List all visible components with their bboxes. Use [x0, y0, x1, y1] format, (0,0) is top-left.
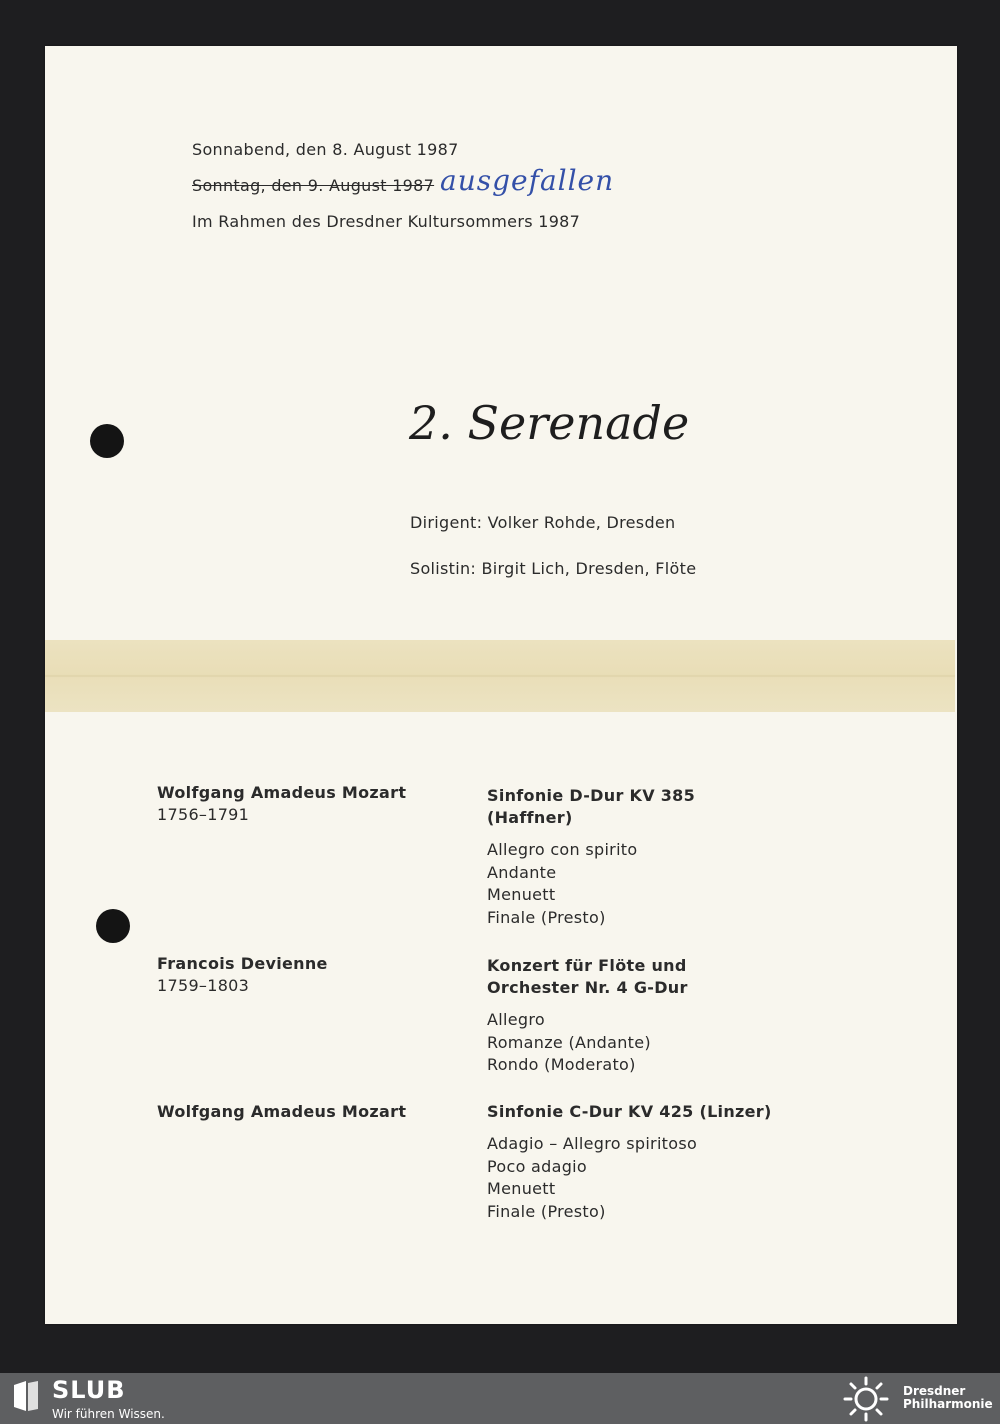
handwritten-cancelled-note: ausgefallen	[440, 164, 615, 197]
movement: Menuett	[487, 885, 556, 904]
movement: Adagio – Allegro spiritoso	[487, 1134, 698, 1153]
movement: Finale (Presto)	[487, 908, 606, 927]
adhesive-tape-strip	[45, 640, 955, 712]
footer-bar	[0, 1373, 1000, 1424]
date-line-saturday: Sonnabend, den 8. August 1987	[192, 140, 459, 159]
work-title: Sinfonie D-Dur KV 385	[487, 786, 696, 805]
slub-book-icon	[12, 1379, 40, 1413]
work-subtitle: Orchester Nr. 4 G-Dur	[487, 978, 688, 997]
movement: Rondo (Moderato)	[487, 1055, 636, 1074]
movement: Finale (Presto)	[487, 1202, 606, 1221]
movement: Romanze (Andante)	[487, 1033, 651, 1052]
composer-dates: 1756–1791	[157, 805, 250, 824]
movement: Andante	[487, 863, 557, 882]
work-title: Sinfonie C-Dur KV 425 (Linzer)	[487, 1102, 772, 1121]
festival-line: Im Rahmen des Dresdner Kultursommers 1987	[192, 212, 581, 231]
concert-title: 2. Serenade	[409, 396, 690, 450]
slub-logo-text[interactable]: SLUB	[52, 1376, 126, 1404]
date-line-sunday-struck: Sonntag, den 9. August 1987	[192, 176, 435, 195]
program-sheet	[45, 46, 957, 1324]
punch-hole	[96, 909, 130, 943]
work-subtitle: (Haffner)	[487, 808, 573, 827]
movement: Poco adagio	[487, 1157, 587, 1176]
movement: Allegro con spirito	[487, 840, 638, 859]
movement: Menuett	[487, 1179, 556, 1198]
philharmonie-logo-text[interactable]: Dresdner Philharmonie	[903, 1384, 993, 1411]
soloist-line: Solistin: Birgit Lich, Dresden, Flöte	[410, 559, 697, 578]
composer-name: Francois Devienne	[157, 954, 328, 973]
work-title: Konzert für Flöte und	[487, 956, 687, 975]
composer-dates: 1759–1803	[157, 976, 250, 995]
punch-hole	[90, 424, 124, 458]
slub-tagline: Wir führen Wissen.	[52, 1407, 165, 1421]
composer-name: Wolfgang Amadeus Mozart	[157, 1102, 407, 1121]
movement: Allegro	[487, 1010, 545, 1029]
composer-name: Wolfgang Amadeus Mozart	[157, 783, 407, 802]
conductor-line: Dirigent: Volker Rohde, Dresden	[410, 513, 676, 532]
philharmonie-sun-logo-icon	[841, 1376, 891, 1422]
